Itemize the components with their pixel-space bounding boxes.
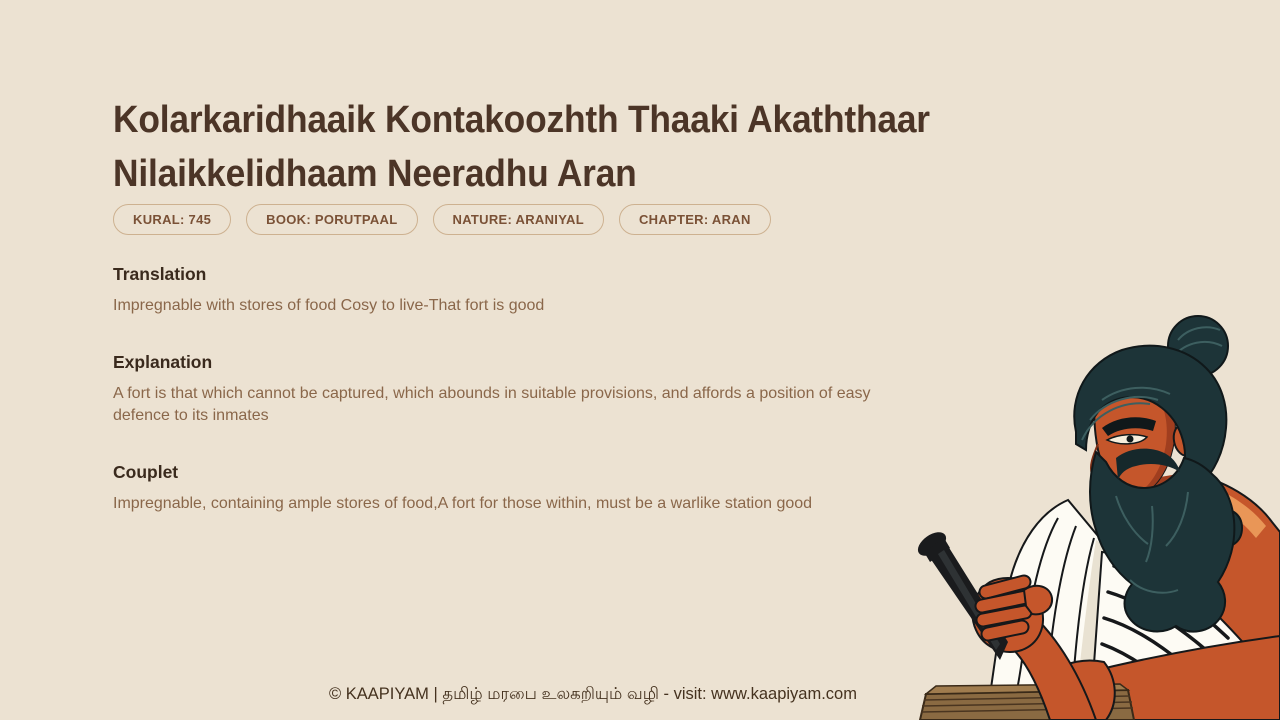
- badge-book: BOOK: PORUTPAAL: [246, 204, 417, 235]
- content-sections: [113, 262, 903, 548]
- couplet-section: [113, 460, 903, 515]
- couplet-text: Impregnable, containing ample stores of food,A fort for those within, must be a warlike station good: [113, 495, 813, 512]
- footer-credit: © KAAPIYAM | தமிழ் மரபை உலகறியும் வழி - visit: www.kaapiyam.com: [329, 685, 857, 703]
- explanation-text: A fort is that which cannot be captured, which abounds in suitable provisions, and affords a position of easy defence to its inmates: [113, 385, 871, 424]
- badge-kural: KURAL: 745: [113, 204, 231, 235]
- translation-text: Impregnable with stores of food Cosy to live-That fort is good: [113, 297, 545, 314]
- sage-illustration: [890, 300, 1280, 720]
- page-title: Kolarkaridhaaik Kontakoozhth Thaaki Akaththaar Nilaikkelidhaam Neeradhu Aran: [113, 99, 930, 195]
- couplet-heading: Couplet: [113, 462, 179, 482]
- badge-nature: NATURE: ARANIYAL: [433, 204, 604, 235]
- translation-section: [113, 262, 903, 317]
- badge-chapter: CHAPTER: ARAN: [619, 204, 771, 235]
- explanation-section: [113, 350, 903, 427]
- translation-heading: Translation: [113, 264, 207, 284]
- badge-row: [113, 204, 771, 235]
- explanation-heading: Explanation: [113, 352, 213, 372]
